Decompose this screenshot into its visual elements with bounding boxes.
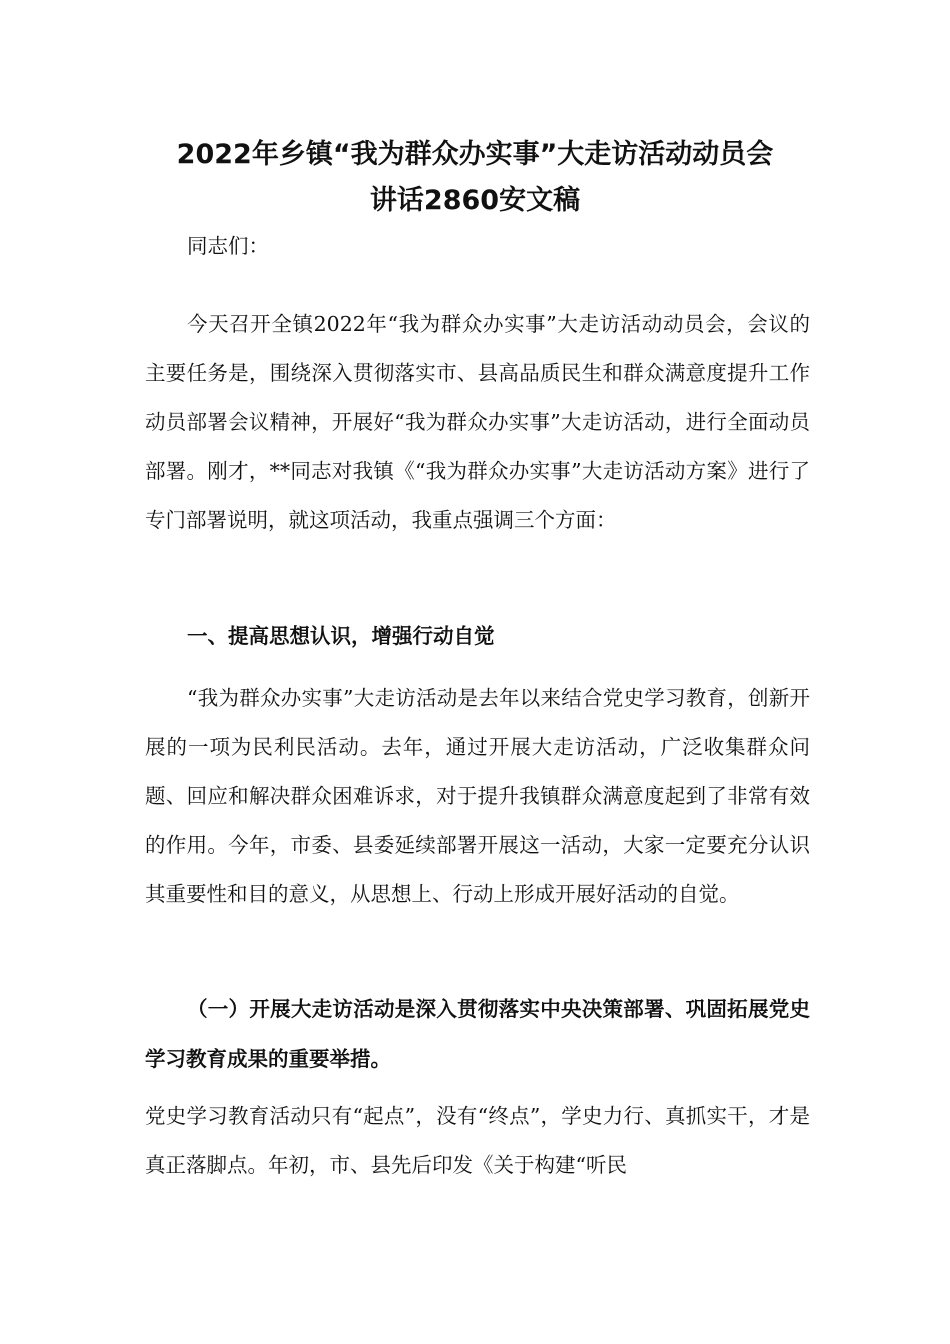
- paragraph-intro: 今天召开全镇2022年“我为群众办实事”大走访活动动员会，会议的主要任务是，围绕深入贯彻落实市、县高品质民生和群众满意度提升工作动员部署会议精神，开展好“我为群众办实事”大走访活动，进行全面动员部署。刚才，**同志对我镇《“我为群众办实事”大走访活动方案》进行了专门部署说明，就这项活动，我重点强调三个方面：: [145, 312, 810, 532]
- document-title: [120, 132, 830, 224]
- paragraph-section-1: “我为群众办实事”大走访活动是去年以来结合党史学习教育，创新开展的一项为民利民活动。去年，通过开展大走访活动，广泛收集群众问题、回应和解决群众困难诉求，对于提升我镇群众满意度起到了非常有效的作用。今年，市委、县委延续部署开展这一活动，大家一定要充分认识其重要性和目的意义，从思想上、行动上形成开展好活动的自觉。: [145, 686, 810, 906]
- section-heading-1: 一、提高思想认识，增强行动自觉: [187, 624, 495, 648]
- subsection-heading-1: （一）开展大走访活动是深入贯彻落实中央决策部署、巩固拓展党史学习教育成果的重要举措。: [145, 997, 810, 1071]
- title-line-1: 2022年乡镇“我为群众办实事”大走访活动动员会: [176, 139, 774, 170]
- paragraph-subsection-1: 党史学习教育活动只有“起点”，没有“终点”，学史力行、真抓实干，才是真正落脚点。年初，市、县先后印发《关于构建“听民: [145, 1104, 810, 1177]
- greeting: 同志们：: [187, 234, 269, 258]
- title-line-2: 讲话2860安文稿: [369, 185, 581, 216]
